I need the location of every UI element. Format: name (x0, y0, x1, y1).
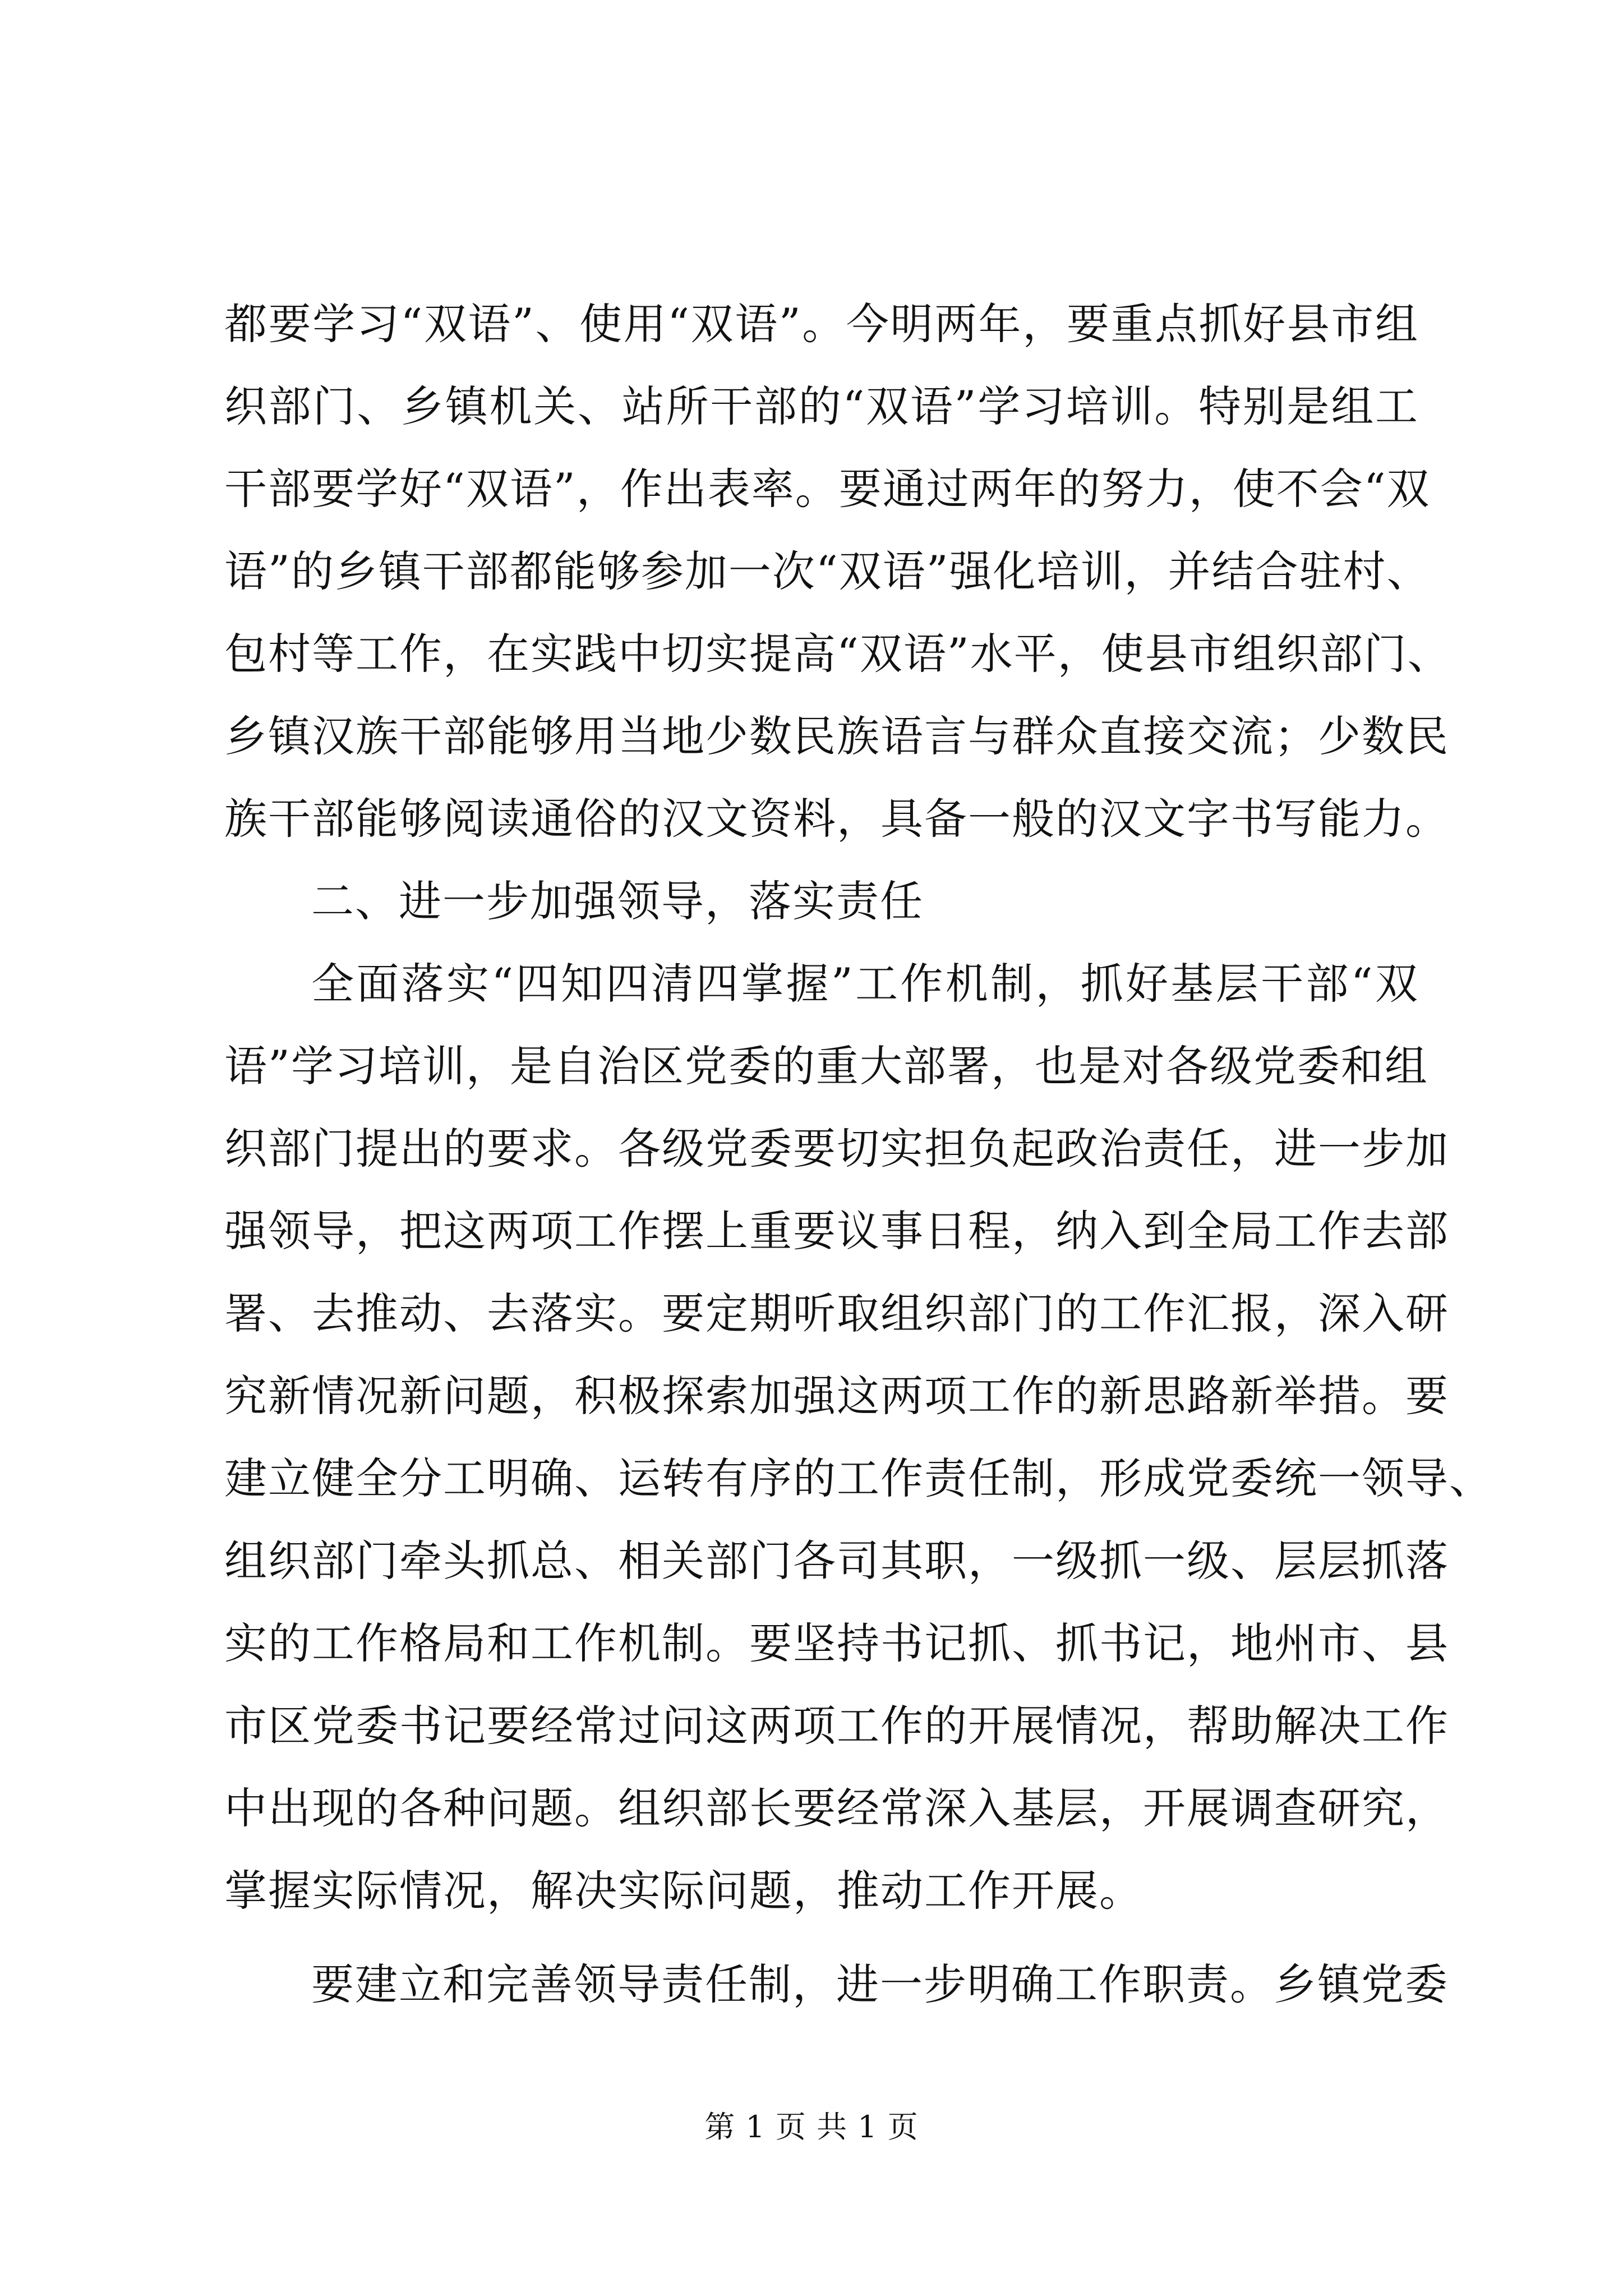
text-line: 市区党委书记要经常过问这两项工作的开展情况，帮助解决工作 (224, 1701, 1449, 1751)
text-line: 要建立和完善领导责任制，进一步明确工作职责。乡镇党委 (311, 1959, 1449, 2009)
text-line: 强领导，把这两项工作摆上重要议事日程，纳入到全局工作去部 (224, 1206, 1449, 1256)
text-line: 织部门、乡镇机关、站所干部的“双语”学习培训。特别是组工 (224, 381, 1419, 431)
text-line: 语”学习培训，是自治区党委的重大部署，也是对各级党委和组 (224, 1041, 1428, 1091)
page-number-footer: 第 1 页 共 1 页 (704, 2109, 919, 2145)
text-line: 乡镇汉族干部能够用当地少数民族语言与群众直接交流；少数民 (224, 711, 1449, 761)
section-heading: 二、进一步加强领导，落实责任 (311, 876, 924, 926)
text-line: 族干部能够阅读通俗的汉文资料，具备一般的汉文字书写能力。 (224, 794, 1449, 844)
text-line: 干部要学好“双语”，作出表率。要通过两年的努力，使不会“双 (224, 464, 1431, 514)
text-line: 中出现的各种问题。组织部长要经常深入基层，开展调查研究， (224, 1783, 1449, 1833)
text-line: 全面落实“四知四清四掌握”工作机制，抓好基层干部“双 (311, 959, 1419, 1009)
text-line: 建立健全分工明确、运转有序的工作责任制，形成党委统一领导、 (224, 1453, 1493, 1503)
document-body (224, 299, 1493, 2046)
text-line: 包村等工作，在实践中切实提高“双语”水平，使县市组织部门、 (224, 629, 1451, 679)
text-line: 语”的乡镇干部都能够参加一次“双语”强化培训，并结合驻村、 (224, 546, 1431, 596)
text-line: 掌握实际情况，解决实际问题，推动工作开展。 (224, 1866, 1143, 1916)
text-line: 署、去推动、去落实。要定期听取组织部门的工作汇报，深入研 (224, 1289, 1449, 1338)
text-line: 都要学习“双语”、使用“双语”。今明两年，要重点抓好县市组 (224, 299, 1419, 349)
text-line: 实的工作格局和工作机制。要坚持书记抓、抓书记，地州市、县 (224, 1618, 1449, 1668)
text-line: 组织部门牵头抓总、相关部门各司其职，一级抓一级、层层抓落 (224, 1536, 1449, 1586)
text-line: 究新情况新问题，积极探索加强这两项工作的新思路新举措。要 (224, 1371, 1449, 1421)
text-line: 织部门提出的要求。各级党委要切实担负起政治责任，进一步加 (224, 1124, 1449, 1174)
